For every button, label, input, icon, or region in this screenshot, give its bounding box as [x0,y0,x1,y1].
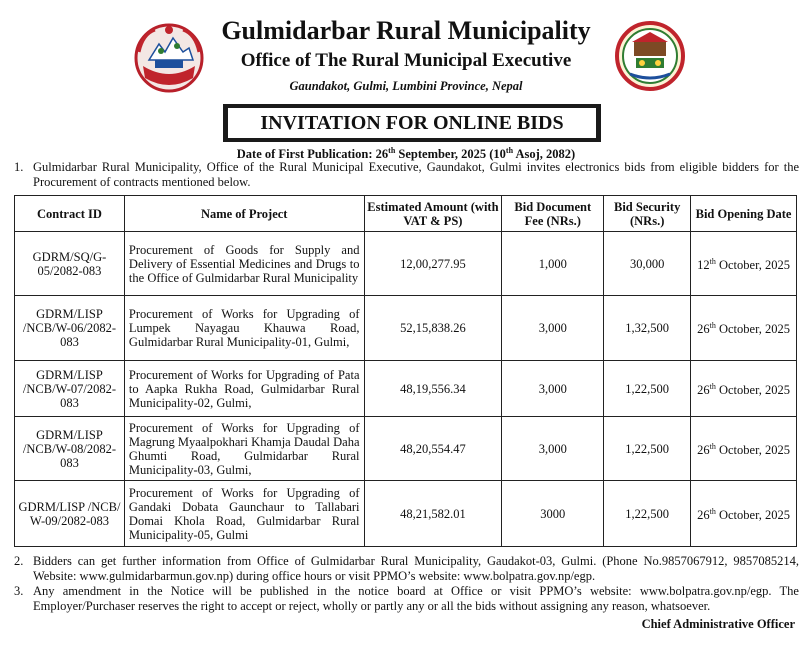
estimated-amount-cell: 48,19,556.34 [364,361,502,417]
document-fee-cell: 3,000 [502,417,604,481]
paragraph-text: Bidders can get further information from Office of Gulmidarbar Rural Municipality, Gaudakot-03, Gulmi. (Phone No.9857067912, 9857085214, Website: www.gulmidarbarmun.gov.np) during office hours or visit PPMO’s website: www.bolpatra.gov.np/egp. [33,554,799,583]
signatory-title: Chief Administrative Officer [641,617,795,631]
bid-security-cell: 1,22,500 [604,361,691,417]
bids-table [14,195,797,547]
opening-date-cell: 26th October, 2025 [691,481,797,547]
bid-security-cell: 1,32,500 [604,296,691,361]
header-bid-document-fee: Bid Document Fee (NRs.) [502,196,604,232]
contract-id-cell: GDRM/LISP /NCB/W-08/2082-083 [15,417,125,481]
document-fee-cell: 1,000 [502,232,604,296]
header-project-name: Name of Project [124,196,364,232]
header-estimated-amount: Estimated Amount (with VAT & PS) [364,196,502,232]
paragraph-2 [14,554,799,584]
project-name-cell: Procurement of Goods for Supply and Delivery of Essential Medicines and Drugs to the Office of Gulmidarbar Rural Municipality [124,232,364,296]
paragraph-1 [14,160,799,190]
paragraph-text: Any amendment in the Notice will be published in the notice board at Office or visit PPMO’s website: www.bolpatra.gov.np/egp. The Employer/Purchaser reserves the right to accept or reject, wholly or partly any or all the bids without assigning any reason, whatsoever. [33,584,799,613]
document-fee-cell: 3000 [502,481,604,547]
table-row [15,361,797,417]
notice-header [0,0,812,108]
project-name-cell: Procurement of Works for Upgrading of Gandaki Dobata Gaunchaur to Tallabari Domai Khola Road, Gulmidarbar Rural Municipality-05, Gulmi [124,481,364,547]
municipality-title: Gulmidarbar Rural Municipality [221,16,591,45]
contract-id-cell: GDRM/LISP /NCB/W-07/2082-083 [15,361,125,417]
paragraph-number: 2. [14,554,24,568]
office-title: Office of The Rural Municipal Executive [240,50,572,71]
paragraph-number: 1. [14,160,24,174]
table-header-row [15,196,797,232]
contract-id-cell: GDRM/LISP /NCB/ W-09/2082-083 [15,481,125,547]
table-row [15,232,797,296]
project-name-cell: Procurement of Works for Upgrading of Magrung Myaalpokhari Khamja Daudal Daha Ghumti Road, Gulmidarbar Rural Municipality-03, Gulmi, [124,417,364,481]
table-row [15,296,797,361]
opening-date-cell: 26th October, 2025 [691,417,797,481]
bid-security-cell: 1,22,500 [604,481,691,547]
municipality-logo-icon [614,20,686,92]
project-name-cell: Procurement of Works for Upgrading of Lumpek Nayagau Khauwa Road, Gulmidarbar Rural Municipality-01, Gulmi, [124,296,364,361]
estimated-amount-cell: 12,00,277.95 [364,232,502,296]
notice-banner-title: INVITATION FOR ONLINE BIDS [228,108,596,138]
office-address: Gaundakot, Gulmi, Lumbini Province, Nepal [289,79,523,93]
header-bid-opening-date: Bid Opening Date [691,196,797,232]
estimated-amount-cell: 52,15,838.26 [364,296,502,361]
contract-id-cell: GDRM/SQ/G-05/2082-083 [15,232,125,296]
table-row [15,481,797,547]
document-fee-cell: 3,000 [502,361,604,417]
header-bid-security: Bid Security (NRs.) [604,196,691,232]
opening-date-cell: 12th October, 2025 [691,232,797,296]
paragraph-number: 3. [14,584,24,598]
bid-security-cell: 1,22,500 [604,417,691,481]
opening-date-cell: 26th October, 2025 [691,361,797,417]
table-row [15,417,797,481]
project-name-cell: Procurement of Works for Upgrading of Pata to Aapka Rukha Road, Gulmidarbar Rural Municipality-02, Gulmi, [124,361,364,417]
opening-date-cell: 26th October, 2025 [691,296,797,361]
paragraph-3 [14,584,799,614]
bid-security-cell: 30,000 [604,232,691,296]
estimated-amount-cell: 48,20,554.47 [364,417,502,481]
contract-id-cell: GDRM/LISP /NCB/W-06/2082-083 [15,296,125,361]
document-fee-cell: 3,000 [502,296,604,361]
header-contract-id: Contract ID [15,196,125,232]
estimated-amount-cell: 48,21,582.01 [364,481,502,547]
paragraph-text: Gulmidarbar Rural Municipality, Office of the Rural Municipal Executive, Gaundakot, Gulmi invites electronics bids from eligible bidders for the Procurement of contracts mentioned below. [33,160,799,189]
publication-date: Date of First Publication: 26th September, 2025 (10th Asoj, 2082) [236,146,576,162]
